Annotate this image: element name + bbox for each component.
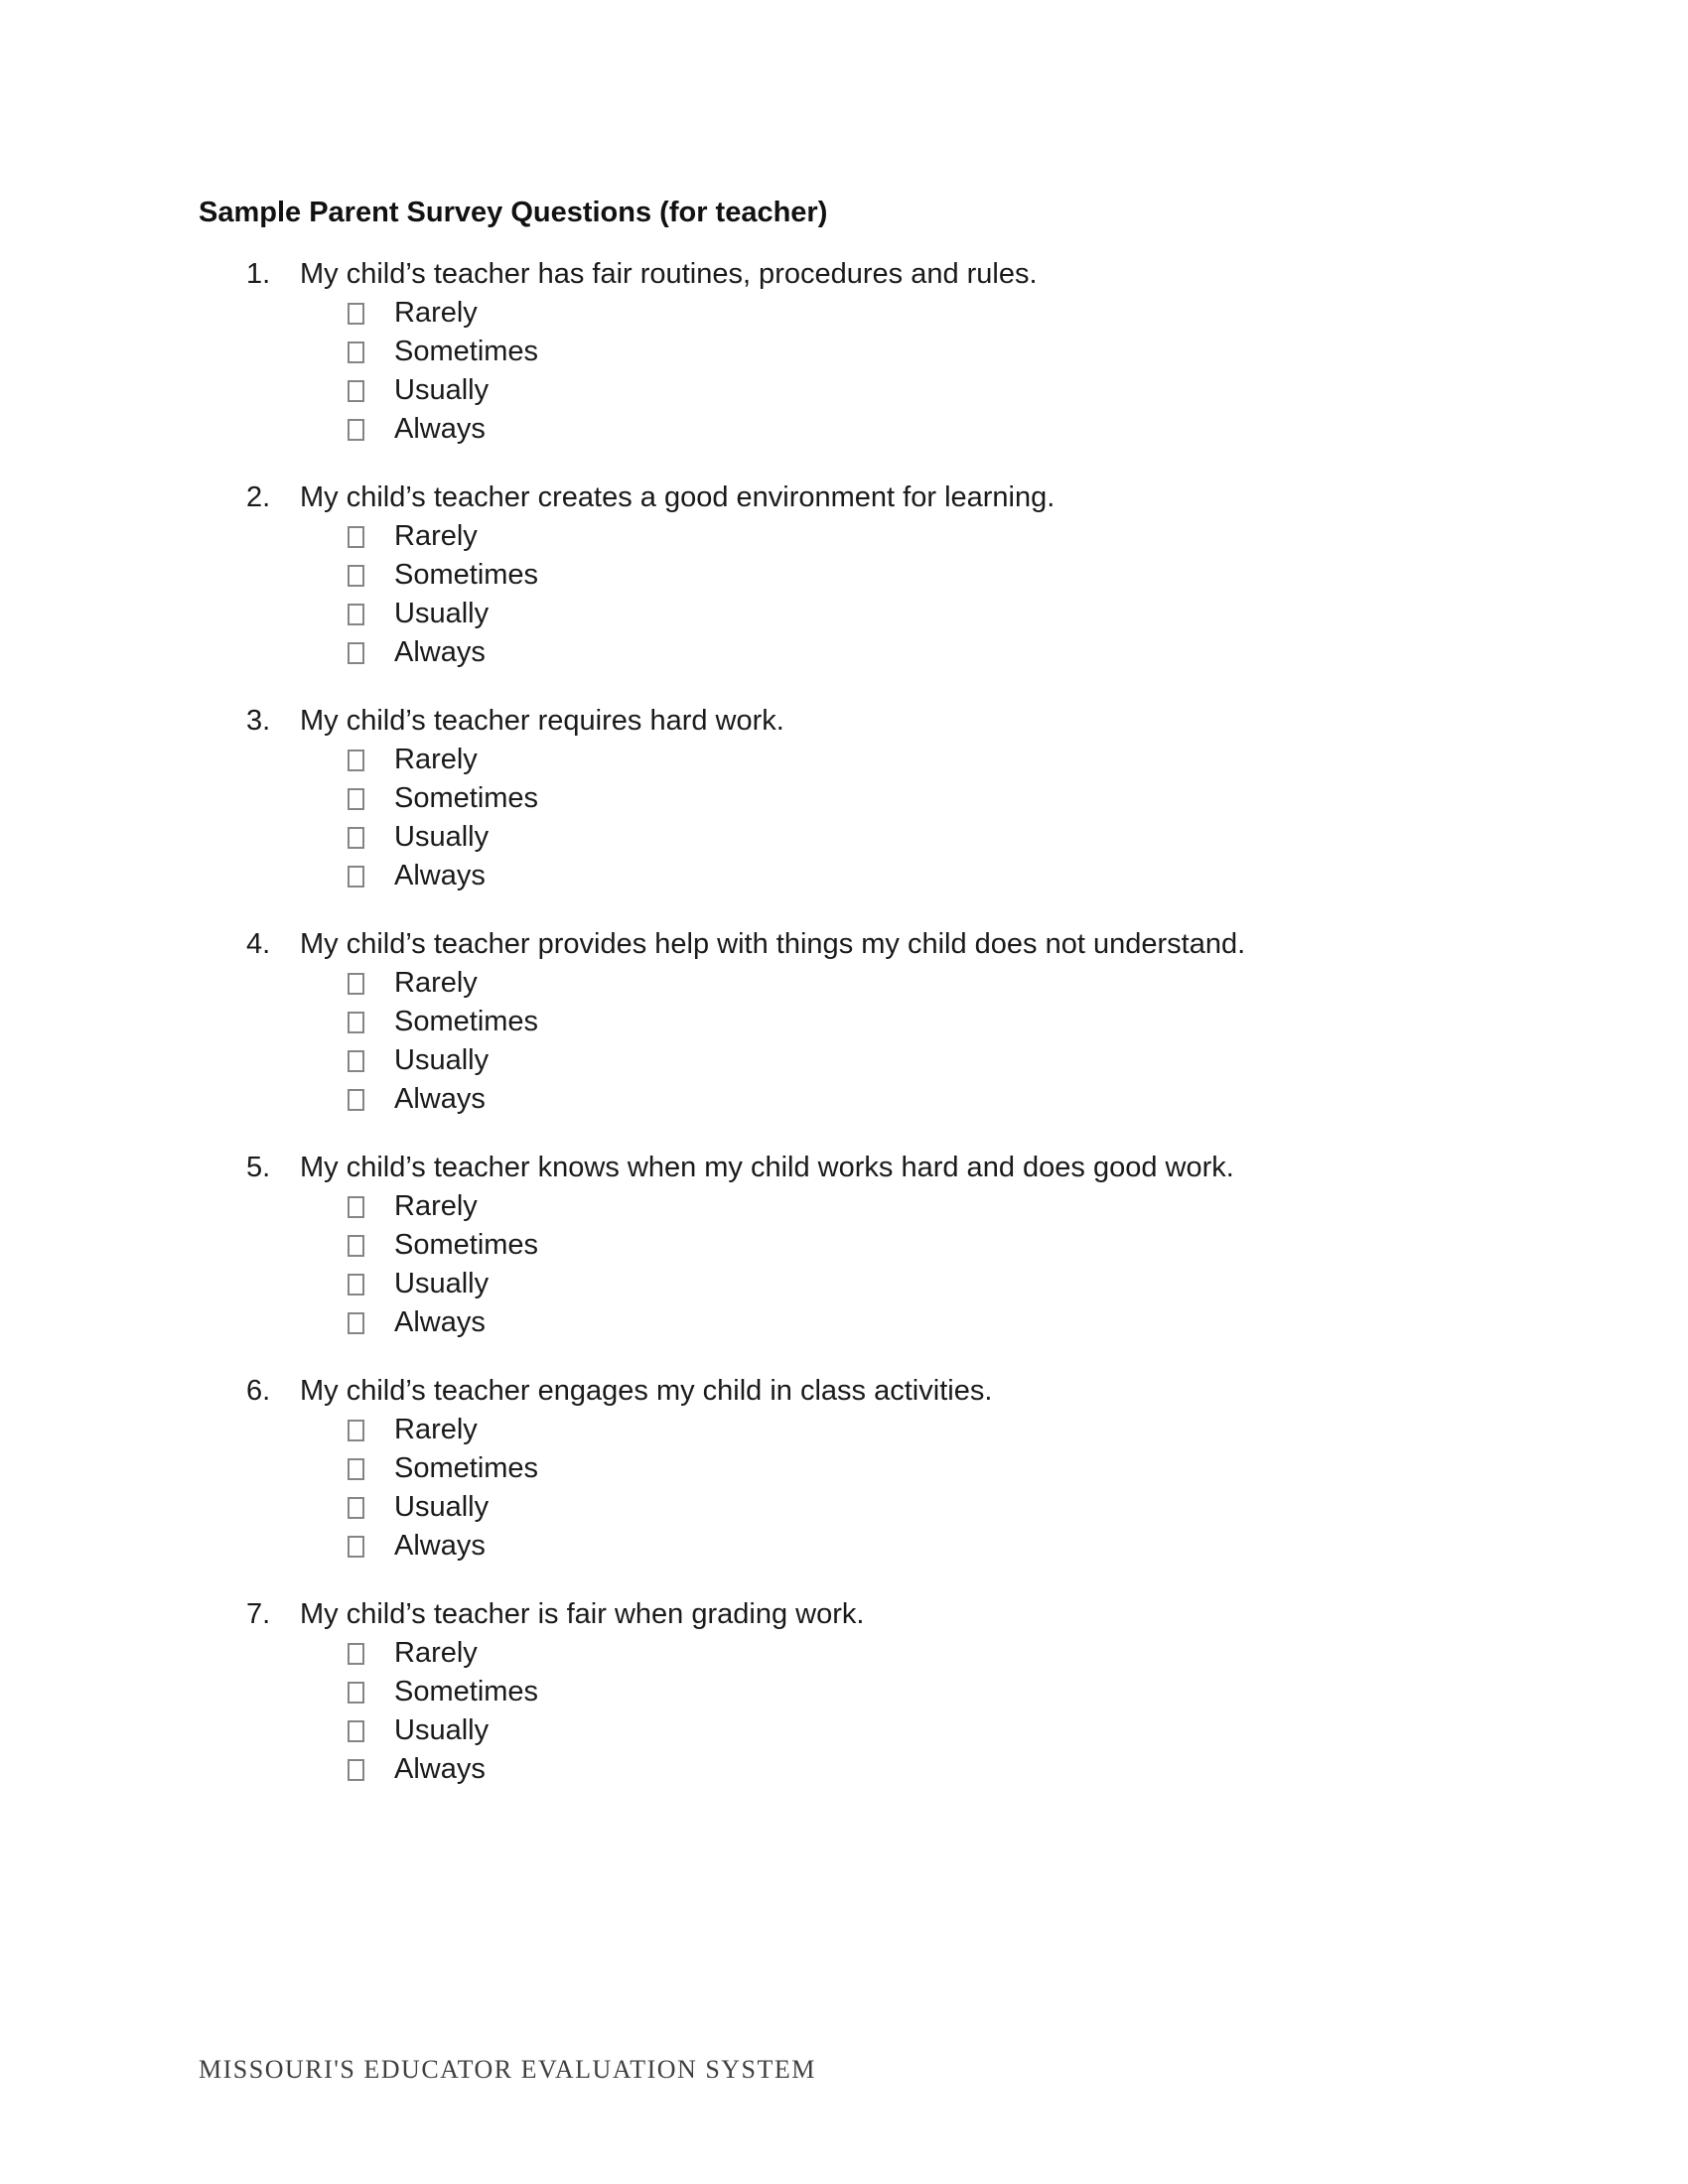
option-label: Always [394, 1753, 486, 1785]
checkbox-icon[interactable] [348, 1196, 364, 1218]
option-label: Usually [394, 374, 490, 406]
option-row-always [199, 1080, 1489, 1119]
question-number: 4. [246, 928, 271, 960]
option-row-sometimes [199, 1673, 1489, 1711]
option-row-rarely [199, 1187, 1489, 1226]
question-text: My child’s teacher has fair routines, procedures and rules. [300, 258, 1038, 290]
option-label: Rarely [394, 967, 478, 999]
checkbox-icon[interactable] [348, 1312, 364, 1334]
checkbox-icon[interactable] [348, 1012, 364, 1033]
question-text: My child’s teacher knows when my child works hard and does good work. [300, 1152, 1234, 1183]
question-line [199, 1372, 1489, 1411]
option-row-sometimes [199, 779, 1489, 818]
option-label: Rarely [394, 297, 478, 329]
question-line [199, 702, 1489, 741]
checkbox-icon[interactable] [348, 1420, 364, 1441]
option-row-usually [199, 371, 1489, 410]
option-label: Rarely [394, 1637, 478, 1669]
option-row-usually [199, 1265, 1489, 1303]
option-label: Rarely [394, 1190, 478, 1222]
question-text: My child’s teacher requires hard work. [300, 705, 784, 737]
option-row-sometimes [199, 556, 1489, 595]
question-text: My child’s teacher provides help with things my child does not understand. [300, 928, 1246, 960]
checkbox-icon[interactable] [348, 973, 364, 995]
checkbox-icon[interactable] [348, 303, 364, 325]
option-row-always [199, 1527, 1489, 1566]
question-line [199, 255, 1489, 294]
footer-text: MISSOURI'S EDUCATOR EVALUATION SYSTEM [199, 2055, 816, 2084]
option-label: Sometimes [394, 1452, 539, 1484]
option-label: Sometimes [394, 782, 539, 814]
option-label: Sometimes [394, 559, 539, 591]
question-text: My child’s teacher is fair when grading work. [300, 1598, 865, 1630]
option-label: Usually [394, 1491, 490, 1523]
option-label: Rarely [394, 520, 478, 552]
checkbox-icon[interactable] [348, 380, 364, 402]
question-number: 1. [246, 258, 271, 290]
question-text: My child’s teacher engages my child in class activities. [300, 1375, 993, 1407]
question-number: 2. [246, 481, 271, 513]
checkbox-icon[interactable] [348, 1235, 364, 1257]
option-label: Usually [394, 1044, 490, 1076]
option-label: Always [394, 860, 486, 891]
option-row-usually [199, 1041, 1489, 1080]
option-row-rarely [199, 517, 1489, 556]
question-block [199, 1372, 1489, 1566]
option-label: Sometimes [394, 1676, 539, 1707]
checkbox-icon[interactable] [348, 642, 364, 664]
option-label: Usually [394, 598, 490, 629]
option-label: Sometimes [394, 1006, 539, 1037]
page-title: Sample Parent Survey Questions (for teacher) [199, 197, 828, 228]
checkbox-icon[interactable] [348, 1089, 364, 1111]
option-row-rarely [199, 741, 1489, 779]
checkbox-icon[interactable] [348, 827, 364, 849]
checkbox-icon[interactable] [348, 1643, 364, 1665]
checkbox-icon[interactable] [348, 1458, 364, 1480]
checkbox-icon[interactable] [348, 788, 364, 810]
option-label: Always [394, 1083, 486, 1115]
option-row-rarely [199, 964, 1489, 1003]
question-list [199, 255, 1489, 1819]
option-row-usually [199, 595, 1489, 633]
question-block [199, 255, 1489, 449]
question-block [199, 925, 1489, 1119]
checkbox-icon[interactable] [348, 1759, 364, 1781]
option-label: Usually [394, 1714, 490, 1746]
option-label: Sometimes [394, 336, 539, 367]
option-row-rarely [199, 1634, 1489, 1673]
option-row-sometimes [199, 1003, 1489, 1041]
option-label: Usually [394, 821, 490, 853]
option-label: Rarely [394, 744, 478, 775]
option-row-always [199, 633, 1489, 672]
option-row-always [199, 410, 1489, 449]
question-block [199, 1595, 1489, 1789]
checkbox-icon[interactable] [348, 1497, 364, 1519]
question-line [199, 925, 1489, 964]
option-row-sometimes [199, 333, 1489, 371]
option-row-sometimes [199, 1449, 1489, 1488]
checkbox-icon[interactable] [348, 1720, 364, 1742]
option-label: Always [394, 636, 486, 668]
option-row-always [199, 857, 1489, 895]
option-label: Rarely [394, 1414, 478, 1445]
option-row-rarely [199, 1411, 1489, 1449]
checkbox-icon[interactable] [348, 1274, 364, 1296]
checkbox-icon[interactable] [348, 565, 364, 587]
checkbox-icon[interactable] [348, 750, 364, 771]
checkbox-icon[interactable] [348, 1536, 364, 1558]
checkbox-icon[interactable] [348, 1050, 364, 1072]
option-row-rarely [199, 294, 1489, 333]
option-row-usually [199, 1488, 1489, 1527]
question-block [199, 478, 1489, 672]
checkbox-icon[interactable] [348, 1682, 364, 1704]
option-label: Always [394, 413, 486, 445]
option-row-always [199, 1750, 1489, 1789]
option-label: Usually [394, 1268, 490, 1299]
question-number: 5. [246, 1152, 271, 1183]
checkbox-icon[interactable] [348, 526, 364, 548]
checkbox-icon[interactable] [348, 419, 364, 441]
question-number: 3. [246, 705, 271, 737]
question-block [199, 702, 1489, 895]
option-row-sometimes [199, 1226, 1489, 1265]
checkbox-icon[interactable] [348, 604, 364, 625]
option-label: Sometimes [394, 1229, 539, 1261]
question-text: My child’s teacher creates a good environment for learning. [300, 481, 1055, 513]
question-number: 6. [246, 1375, 271, 1407]
option-row-always [199, 1303, 1489, 1342]
question-line [199, 1595, 1489, 1634]
option-row-usually [199, 818, 1489, 857]
question-line [199, 1149, 1489, 1187]
checkbox-icon[interactable] [348, 341, 364, 363]
question-line [199, 478, 1489, 517]
option-label: Always [394, 1530, 486, 1562]
checkbox-icon[interactable] [348, 866, 364, 887]
option-label: Always [394, 1306, 486, 1338]
question-number: 7. [246, 1598, 271, 1630]
option-row-usually [199, 1711, 1489, 1750]
question-block [199, 1149, 1489, 1342]
